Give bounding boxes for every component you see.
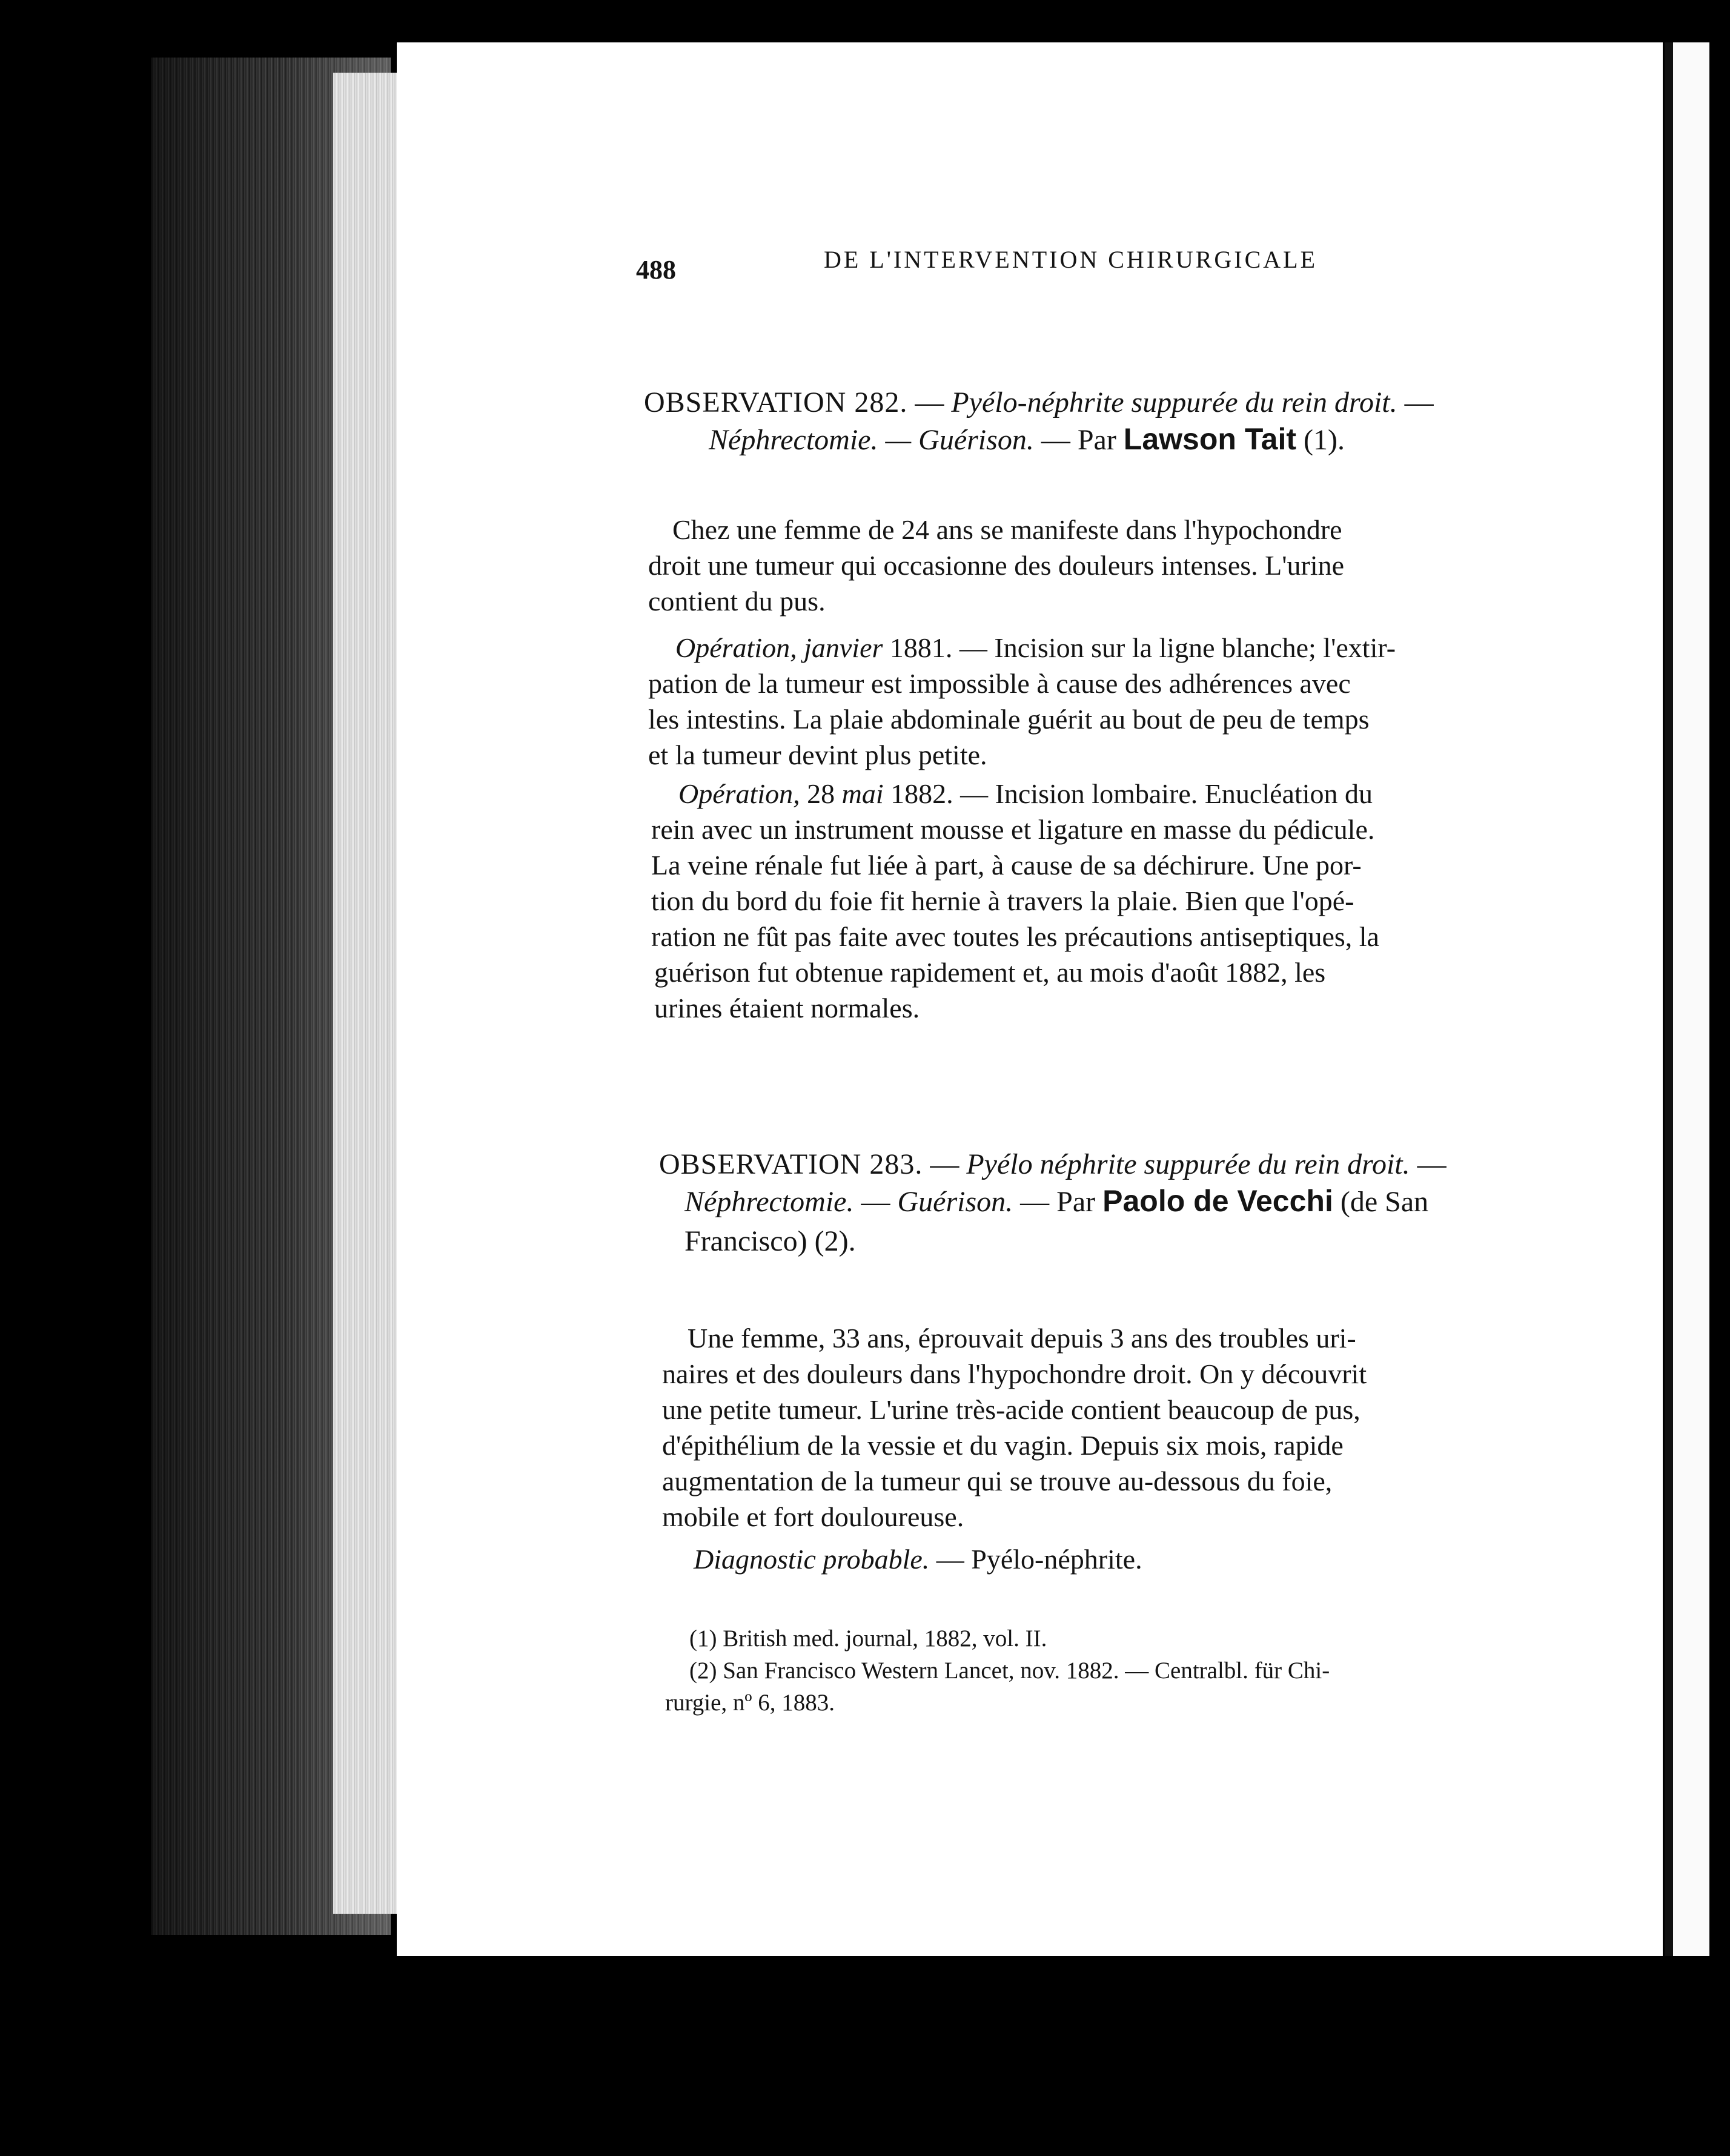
observation-283-subtitle-a: Néphrectomie. [684, 1186, 854, 1218]
obs282-op2-line-4: tion du bord du foie fit hernie à travers la plaie. Bien que l'opé- [651, 885, 1354, 916]
par-label: — Par [1013, 1186, 1103, 1218]
footnote-1: (1) British med. journal, 1882, vol. II. [689, 1625, 1047, 1652]
observation-282-title: Pyélo-néphrite suppurée du rein droit. [951, 386, 1397, 418]
observation-282-label: OBSERVATION 282. [644, 386, 908, 418]
facing-page-edge [1665, 42, 1673, 1956]
obs283-line-6: mobile et fort douloureuse. [662, 1501, 964, 1532]
obs282-op2-line-6: guérison fut obtenue rapidement et, au mois d'août 1882, les [654, 957, 1326, 988]
obs282-op2-line-5: ration ne fût pas faite avec toutes les précautions antiseptiques, la [651, 921, 1379, 952]
obs283-line-4: d'épithélium de la vessie et du vagin. Depuis six mois, rapide [662, 1430, 1344, 1461]
obs282-op2-line-7: urines étaient normales. [654, 993, 920, 1023]
dash: — [923, 1148, 967, 1180]
obs283-line-5: augmentation de la tumeur qui se trouve au-dessous du foie, [662, 1466, 1333, 1496]
obs282-op1-line-4: et la tumeur devint plus petite. [648, 739, 987, 770]
observation-283-author: Paolo de Vecchi [1102, 1184, 1333, 1218]
diagnostic-label: Diagnostic probable. [694, 1544, 930, 1575]
obs282-op2-line-3: La veine rénale fut liée à part, à cause de sa déchirure. Une por- [651, 850, 1362, 881]
dash: — [1397, 386, 1434, 418]
footnote-2-continued: rurgie, nº 6, 1883. [665, 1690, 835, 1716]
dash: — [907, 386, 952, 418]
obs282-line-3: contient du pus. [648, 586, 826, 617]
obs282-line-1: Chez une femme de 24 ans se manifeste dans l'hypochondre [672, 514, 1342, 545]
obs282-op2-line-2: rein avec un instrument mousse et ligature en masse du pédicule. [651, 814, 1375, 845]
obs282-op1-line-1 [675, 630, 1396, 666]
text: 1882. — Incision lombaire. Enucléation du [883, 778, 1373, 809]
obs282-op1-line-3: les intestins. La plaie abdominale guérit au bout de peu de temps [648, 704, 1370, 735]
text: 1881. — Incision sur la ligne blanche; l'extir- [883, 632, 1396, 663]
obs282-line-2: droit une tumeur qui occasionne des douleurs intenses. L'urine [648, 550, 1345, 581]
text: 28 [800, 778, 842, 809]
operation-label: Opération, [678, 778, 800, 809]
facing-page-margin [1673, 42, 1709, 1956]
observation-283-subtitle-b: Guérison. [897, 1186, 1013, 1218]
observation-283-title: Pyélo néphrite suppurée du rein droit. [966, 1148, 1410, 1180]
running-title: DE L'INTERVENTION CHIRURGICALE [824, 246, 1318, 273]
page-number: 488 [636, 255, 676, 285]
observation-282-subtitle: Néphrectomie. — Guérison. [709, 424, 1034, 456]
footnote-ref: (1). [1296, 424, 1345, 456]
obs282-op1-line-2: pation de la tumeur est impossible à cause des adhérences avec [648, 668, 1351, 699]
dash: — [853, 1186, 898, 1218]
obs283-line-3: une petite tumeur. L'urine très-acide contient beaucoup de pus, [662, 1394, 1360, 1425]
operation-label: Opération, janvier [675, 632, 883, 663]
obs283-line-2: naires et des douleurs dans l'hypochondre droit. On y découvrit [662, 1358, 1367, 1389]
obs283-diagnostic [694, 1541, 1142, 1577]
observation-282-heading-line2 [709, 421, 1345, 458]
observation-282-heading-line1 [644, 385, 1434, 421]
obs283-line-1: Une femme, 33 ans, éprouvait depuis 3 ans des troubles uri- [688, 1323, 1356, 1354]
footnote-2: (2) San Francisco Western Lancet, nov. 1882. — Centralbl. für Chi- [689, 1658, 1330, 1684]
par-label: — Par [1033, 424, 1124, 456]
text: — Pyélo-néphrite. [929, 1544, 1142, 1575]
observation-283-heading-line1 [659, 1146, 1447, 1183]
observation-283-label: OBSERVATION 283. [659, 1148, 923, 1180]
observation-283-heading-line3: Francisco) (2). [684, 1225, 856, 1257]
dash: — [1410, 1148, 1447, 1180]
obs282-op2-line-1 [678, 776, 1373, 812]
observation-282-author: Lawson Tait [1123, 422, 1297, 456]
month-label: mai [841, 778, 884, 809]
text: (de San [1333, 1186, 1429, 1218]
page-stack-edge-light [333, 73, 400, 1914]
observation-283-heading-line2 [684, 1183, 1428, 1220]
